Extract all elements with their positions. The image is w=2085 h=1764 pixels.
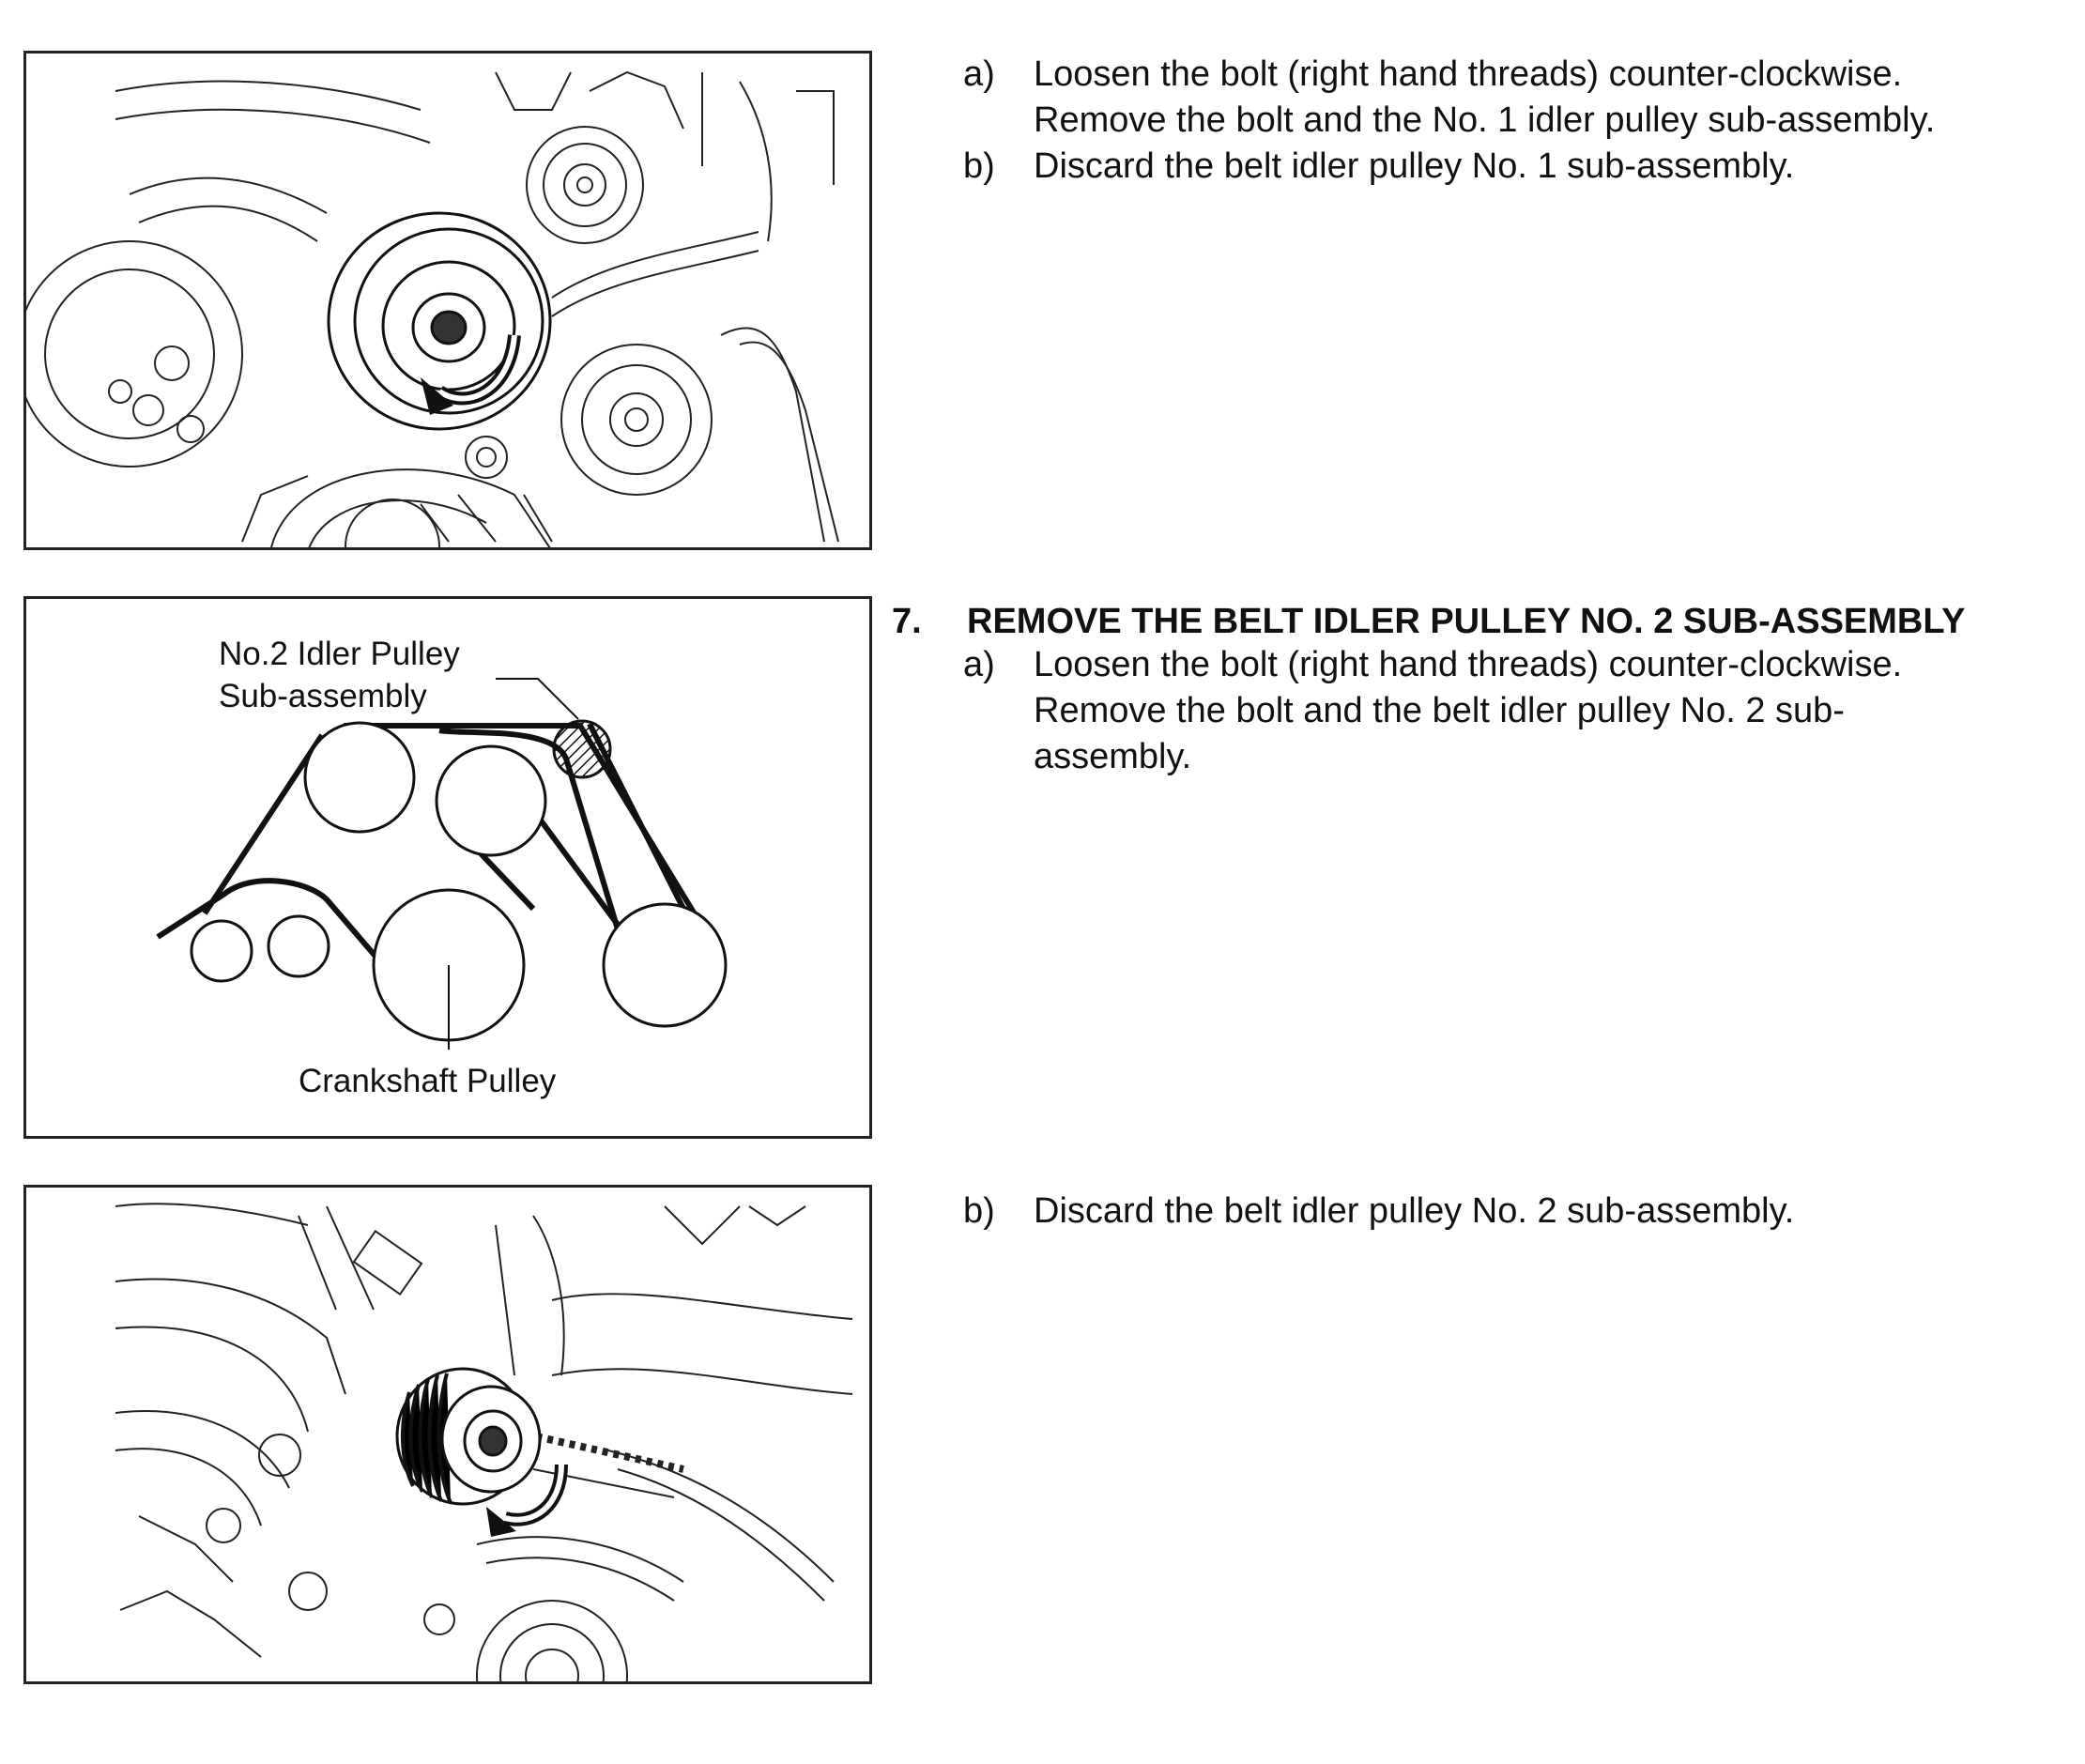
crankshaft-pulley-label: Crankshaft Pulley (299, 1063, 557, 1099)
idler-pulley-label: No.2 Idler Pulley (219, 636, 460, 672)
figure-belt-diagram (23, 596, 872, 1139)
step-text: Discard the belt idler pulley No. 1 sub-assembly. (1034, 146, 1795, 186)
step-marker: a) (963, 54, 995, 94)
figure-idler-pulley-2 (23, 1185, 872, 1684)
engine-illustration-1 (26, 54, 872, 550)
step-marker: b) (963, 146, 995, 186)
step-marker: b) (963, 1191, 995, 1231)
step-text-line: assembly. (1034, 737, 1192, 776)
step-text-line: Remove the bolt and the No. 1 idler pulley sub-assembly. (1034, 100, 1936, 140)
section-title: REMOVE THE BELT IDLER PULLEY NO. 2 SUB-ASSEMBLY (967, 602, 1966, 641)
step-text: Discard the belt idler pulley No. 2 sub-assembly. (1034, 1191, 1795, 1231)
idler-pulley-label-2: Sub-assembly (219, 678, 427, 714)
section-number: 7. (892, 602, 922, 641)
step-text-line: Loosen the bolt (right hand threads) counter-clockwise. (1034, 54, 1903, 94)
figure-idler-pulley-1 (23, 51, 872, 550)
belt-routing-diagram (26, 599, 872, 1139)
engine-illustration-2 (26, 1188, 872, 1684)
step-text-line: Loosen the bolt (right hand threads) counter-clockwise. (1034, 645, 1903, 684)
step-text-line: Remove the bolt and the belt idler pulley No. 2 sub- (1034, 691, 1845, 730)
step-marker: a) (963, 645, 995, 684)
